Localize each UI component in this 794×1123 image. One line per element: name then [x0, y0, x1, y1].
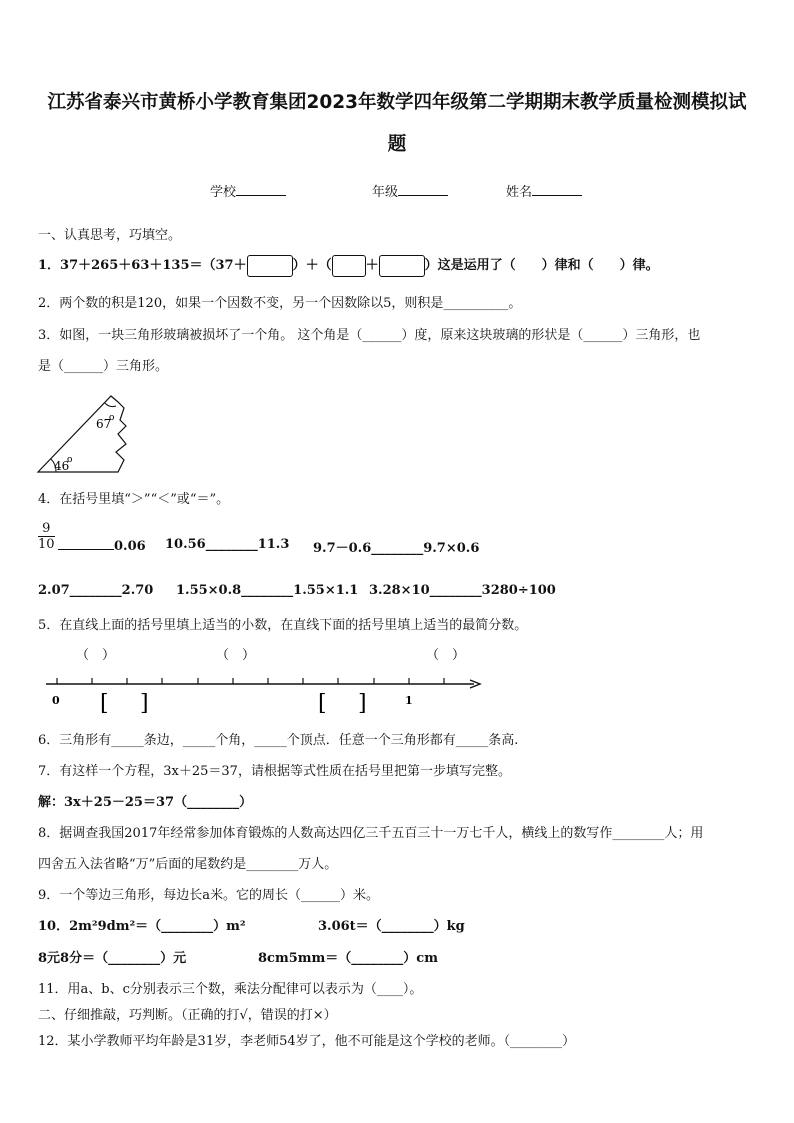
q4-blank-1[interactable]	[58, 537, 114, 550]
degree-symbol-top: o	[109, 413, 115, 423]
question-10-d: 8cm5mm＝（________）cm	[258, 951, 438, 966]
question-10-a: 10．2m²9dm²＝（________）m²	[38, 919, 246, 934]
q1-prefix: 1．37＋265＋63＋135＝（37＋	[38, 258, 247, 273]
fraction-denominator: 10	[38, 537, 55, 552]
question-2: 2．两个数的积是120，如果一个因数不变，另一个因数除以5，则积是__________。	[38, 296, 522, 311]
q4-compare-1	[58, 537, 146, 554]
q4-compare-4: 2.07________2.70	[38, 583, 154, 598]
name-field[interactable]	[506, 181, 582, 200]
name-label: 姓名	[506, 185, 533, 200]
school-blank[interactable]	[236, 183, 286, 196]
q1-box-2[interactable]	[332, 255, 366, 277]
question-6: 6．三角形有_____条边，_____个角，_____个顶点．任意一个三角形都有_____条高.	[38, 733, 519, 748]
page-title-continued: 题	[387, 134, 407, 155]
triangle-outline	[38, 396, 126, 472]
question-12: 12．某小学教师平均年龄是31岁，李老师54岁了，他不可能是这个学校的老师。（________）	[38, 1034, 576, 1049]
bottom-bracket-2-right[interactable]: ]	[358, 691, 367, 716]
q1-mid2: ＋	[365, 258, 379, 273]
angle-bottom-label: 46	[54, 459, 70, 473]
page-title: 江苏省泰兴市黄桥小学教育集团2023年数学四年级第二学期期末教学质量检测模拟试	[47, 92, 747, 113]
question-5: 5．在直线上面的括号里填上适当的小数，在直线下面的括号里填上适当的最简分数。	[38, 618, 528, 633]
grade-blank[interactable]	[398, 183, 448, 196]
question-3-line-1: 3．如图，一块三角形玻璃被损坏了一个角。 这个角是（______）度，原来这块玻璃的形状是（______）三角形，也	[38, 328, 701, 343]
question-3-line-2: 是（______）三角形。	[38, 359, 169, 374]
name-blank[interactable]	[532, 183, 582, 196]
q4-compare-3: 9.7－0.6________9.7×0.6	[313, 541, 480, 556]
fraction-numerator: 9	[38, 521, 55, 537]
fraction-9-10	[38, 521, 55, 552]
top-angle-arc	[105, 403, 116, 407]
school-field[interactable]	[210, 181, 286, 200]
axis-label-0: 0	[52, 694, 60, 707]
bottom-bracket-1-right[interactable]: ]	[140, 691, 149, 716]
section-heading-1: 一、认真思考，巧填空。	[38, 228, 182, 243]
axis-label-1: 1	[405, 694, 413, 707]
bottom-bracket-2-left[interactable]: [	[318, 691, 327, 716]
question-8-line-2: 四舍五入法省略“万”后面的尾数约是________万人。	[38, 857, 338, 872]
q1-box-1[interactable]	[247, 255, 293, 277]
q4-compare-1-tail: 0.06	[114, 539, 146, 554]
q1-suffix: ）这是运用了（ ）律和（ ）律。	[424, 258, 659, 273]
question-10-b: 3.06t＝（________）kg	[318, 919, 465, 934]
question-4: 4．在括号里填“＞”“＜”或“＝”。	[38, 492, 230, 507]
question-8-line-1: 8．据调查我国2017年经常参加体育锻炼的人数高达四亿三千五百三十一万七千人，横线上的数写作________人；用	[38, 826, 704, 841]
degree-symbol-bottom: o	[67, 455, 73, 465]
question-7-answer: 解：3x＋25－25＝37（________）	[38, 795, 253, 810]
question-1	[38, 254, 659, 277]
axis-ticks	[57, 678, 444, 684]
q1-mid1: ）＋（	[292, 258, 332, 273]
question-10-c: 8元8分＝（________）元	[38, 951, 187, 966]
question-9: 9．一个等边三角形，每边长a米。它的周长（______）米。	[38, 888, 380, 903]
q4-compare-6: 3.28×10________3280÷100	[369, 583, 556, 598]
grade-label: 年级	[372, 185, 399, 200]
q1-box-3[interactable]	[379, 255, 425, 277]
q4-compare-5: 1.55×0.8________1.55×1.1	[176, 583, 359, 598]
top-paren-1[interactable]: （ ）	[76, 648, 116, 663]
question-7: 7．有这样一个方程，3x＋25＝37，请根据等式性质在括号里把第一步填写完整。	[38, 764, 511, 779]
angle-top-label: 67	[96, 417, 112, 431]
bottom-bracket-1-left[interactable]: [	[100, 691, 109, 716]
school-label: 学校	[210, 185, 237, 200]
number-line	[40, 640, 490, 720]
question-11: 11．用a、b、c分别表示三个数，乘法分配律可以表示为（____）。	[38, 982, 423, 997]
grade-field[interactable]	[372, 181, 448, 200]
top-paren-2[interactable]: （ ）	[216, 648, 256, 663]
section-heading-2: 二、仔细推敲，巧判断。（正确的打√，错误的打×）	[38, 1008, 337, 1023]
q4-compare-2: 10.56________11.3	[165, 537, 290, 552]
top-paren-3[interactable]: （ ）	[426, 648, 466, 663]
broken-triangle-figure	[34, 390, 134, 476]
